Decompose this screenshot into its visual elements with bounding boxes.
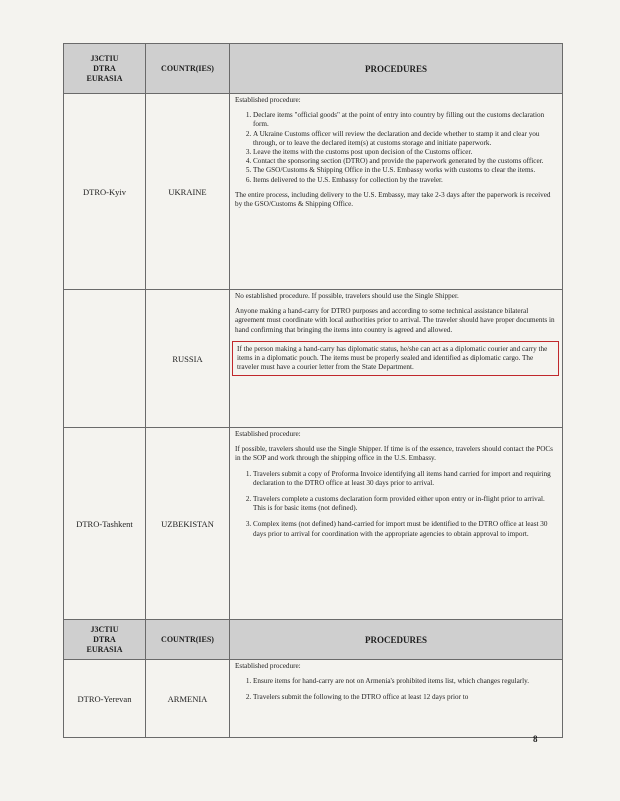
header-countries: COUNTR(IES) bbox=[146, 620, 230, 660]
list-item: 2. Travelers submit the following to the DTRO office at least 12 days prior to bbox=[253, 693, 558, 702]
procedure-closing: The entire process, including delivery to the U.S. Embassy, may take 2-3 days after the paperwork is received by the GSO/Customs & Shipping Office. bbox=[235, 190, 551, 209]
table-row bbox=[64, 94, 563, 290]
table-header-row bbox=[64, 620, 563, 660]
list-item: 4. Contact the sponsoring section (DTRO) and provide the paperwork generated by the customs officer. bbox=[253, 157, 558, 166]
procedure-intro: Established procedure: bbox=[235, 430, 301, 438]
procedures-cell bbox=[230, 290, 563, 428]
country-cell: UKRAINE bbox=[146, 94, 230, 290]
procedure-paragraph: No established procedure. If possible, travelers should use the Single Shipper. bbox=[235, 292, 459, 300]
procedures-cell bbox=[230, 94, 563, 290]
list-item: 3. Leave the items with the customs post upon decision of the Customs officer. bbox=[253, 148, 558, 157]
table-row bbox=[64, 428, 563, 620]
procedure-intro: Established procedure: bbox=[235, 96, 301, 104]
list-item: 1. Travelers submit a copy of Proforma Invoice identifying all items hand carried for import and requiring declaration to the DTRO office at least 30 days prior to arrival. bbox=[253, 470, 558, 488]
procedure-steps bbox=[235, 677, 558, 702]
list-item: 2. A Ukraine Customs officer will review the declaration and decide whether to stamp it and clear you through, or to leave the declared item(s) at customs storage and initiate paperwork. bbox=[253, 130, 558, 148]
list-item: 5. The GSO/Customs & Shipping Office in the U.S. Embassy works with customs to clear the items. bbox=[253, 166, 558, 175]
procedures-table bbox=[63, 43, 563, 738]
procedure-steps bbox=[235, 470, 558, 539]
office-cell: DTRO-Tashkent bbox=[64, 428, 146, 620]
list-item: 1. Ensure items for hand-carry are not on Armenia's prohibited items list, which changes regularly. bbox=[253, 677, 558, 686]
list-item: 2. Travelers complete a customs declaration form provided either upon entry or in-flight prior to arrival. This is for basic items (not defined). bbox=[253, 495, 558, 513]
list-item: 6. Items delivered to the U.S. Embassy for collection by the traveler. bbox=[253, 176, 558, 185]
header-organization: J3CTIU DTRA EURASIA bbox=[64, 44, 146, 94]
header-procedures: PROCEDURES bbox=[230, 44, 563, 94]
office-cell: DTRO-Yerevan bbox=[64, 660, 146, 738]
office-cell bbox=[64, 290, 146, 428]
highlighted-paragraph bbox=[232, 341, 559, 377]
table-row bbox=[64, 290, 563, 428]
procedure-steps bbox=[235, 111, 558, 185]
country-cell: RUSSIA bbox=[146, 290, 230, 428]
procedures-cell bbox=[230, 428, 563, 620]
list-item: 1. Declare items "official goods" at the point of entry into country by filling out the customs declaration form. bbox=[253, 111, 558, 129]
header-organization: J3CTIU DTRA EURASIA bbox=[64, 620, 146, 660]
procedure-paragraph: If possible, travelers should use the Single Shipper. If time is of the essence, travelers should contact the POCs in the SOP and work through the shipping office in the U.S. Embassy. bbox=[235, 445, 553, 463]
office-cell: DTRO-Kyiv bbox=[64, 94, 146, 290]
header-procedures: PROCEDURES bbox=[230, 620, 563, 660]
list-item: 3. Complex items (not defined) hand-carried for import must be identified to the DTRO office at least 30 days prior to arrival for coordination with the appropriate agencies to obtain approval to import. bbox=[253, 520, 558, 538]
header-countries: COUNTR(IES) bbox=[146, 44, 230, 94]
highlight-text: If the person making a hand-carry has diplomatic status, he/she can act as a diplomatic courier and carry the items in a diplomatic pouch. The items must be properly sealed and identified as diplomatic cargo. The traveler must have a courier letter from the State Department. bbox=[237, 344, 548, 372]
procedure-intro: Established procedure: bbox=[235, 662, 301, 670]
country-cell: UZBEKISTAN bbox=[146, 428, 230, 620]
table-header-row bbox=[64, 44, 563, 94]
procedures-cell bbox=[230, 660, 563, 738]
country-cell: ARMENIA bbox=[146, 660, 230, 738]
page-number: 8 bbox=[533, 734, 538, 744]
procedure-paragraph: Anyone making a hand-carry for DTRO purposes and according to some technical assistance bilateral agreement must coordinate with local authorities prior to arrival. The traveler should have proper documents in hand confirming that bringing the items into country is agreed and allowed. bbox=[235, 307, 555, 334]
table-row bbox=[64, 660, 563, 738]
